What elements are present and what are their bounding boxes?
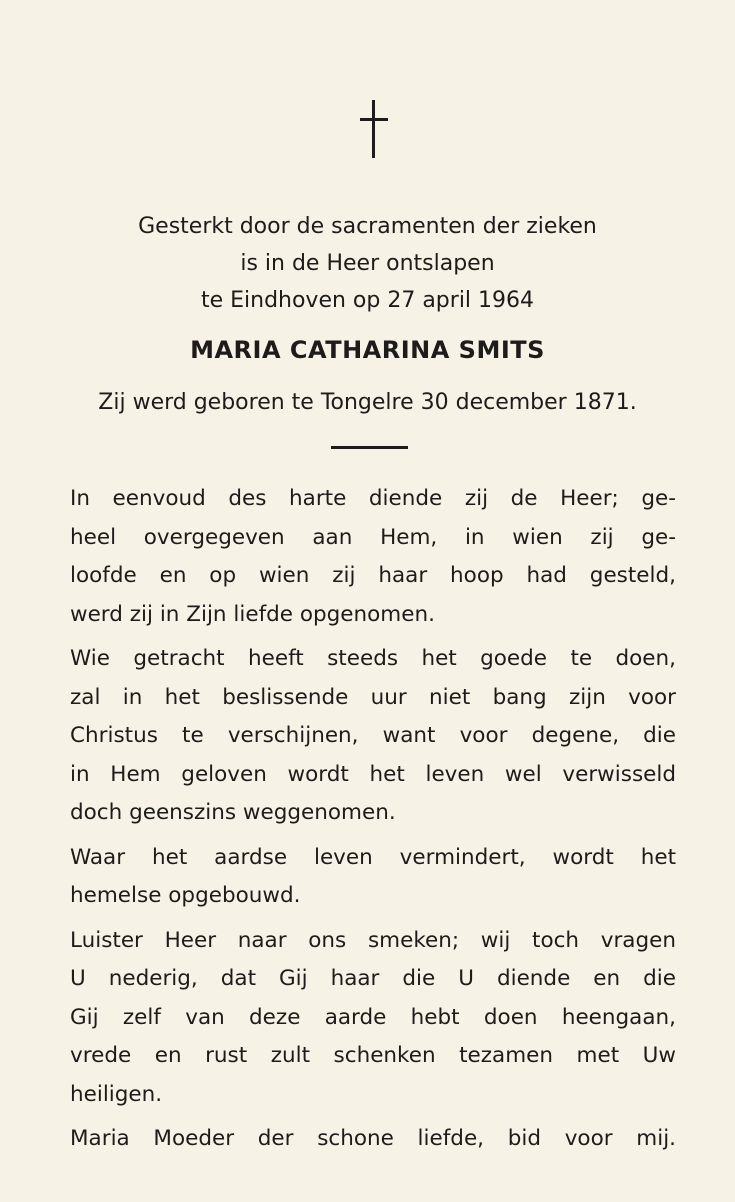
paragraph — [70, 839, 676, 916]
text-line: doch geenszins weggenomen. — [70, 800, 396, 825]
text-line: hemelse opgebouwd. — [70, 883, 301, 908]
header-text — [0, 208, 735, 319]
text-line: Gij zelf van deze aarde hebt doen heengaan, — [70, 1004, 676, 1030]
text-line: Wie getracht heeft steeds het goede te doen, — [70, 646, 676, 671]
paragraph — [70, 922, 676, 1115]
text-line: werd zij in Zijn liefde opgenomen. — [70, 601, 435, 627]
paragraph — [70, 1120, 676, 1159]
text-line: Luister Heer naar ons smeken; wij toch vragen — [70, 927, 676, 953]
cross-icon — [360, 100, 388, 160]
text-line: loofde en op wien zij haar hoop had gesteld, — [70, 563, 676, 588]
text-line: Maria Moeder der schone liefde, bid voor mij. — [70, 1126, 676, 1151]
text-line: U nederig, dat Gij haar die U diende en die — [70, 966, 676, 991]
text-line: In eenvoud des harte diende zij de Heer; ge- — [70, 486, 676, 511]
text-line: Christus te verschijnen, want voor degene, die — [70, 723, 676, 748]
deceased-name: MARIA CATHARINA SMITS — [190, 336, 545, 364]
header-line: te Eindhoven op 27 april 1964 — [200, 288, 535, 313]
birth-line: Zij werd geboren te Tongelre 30 december 1871. — [98, 390, 637, 415]
text-line: heiligen. — [70, 1081, 163, 1107]
text-line: vrede en rust zult schenken tezamen met Uw — [70, 1043, 676, 1068]
header-line: is in de Heer ontslapen — [240, 251, 495, 276]
text-line: heel overgegeven aan Hem, in wien zij ge- — [70, 524, 676, 550]
text-line: Waar het aardse leven vermindert, wordt het — [70, 844, 676, 870]
text-line: in Hem geloven wordt het leven wel verwisseld — [70, 761, 676, 787]
header-line: Gesterkt door de sacramenten der zieken — [138, 214, 597, 239]
paragraph — [70, 480, 676, 634]
divider — [331, 446, 408, 449]
prayer-text — [70, 480, 676, 1165]
paragraph — [70, 640, 676, 833]
text-line: zal in het beslissende uur niet bang zijn voor — [70, 684, 676, 710]
